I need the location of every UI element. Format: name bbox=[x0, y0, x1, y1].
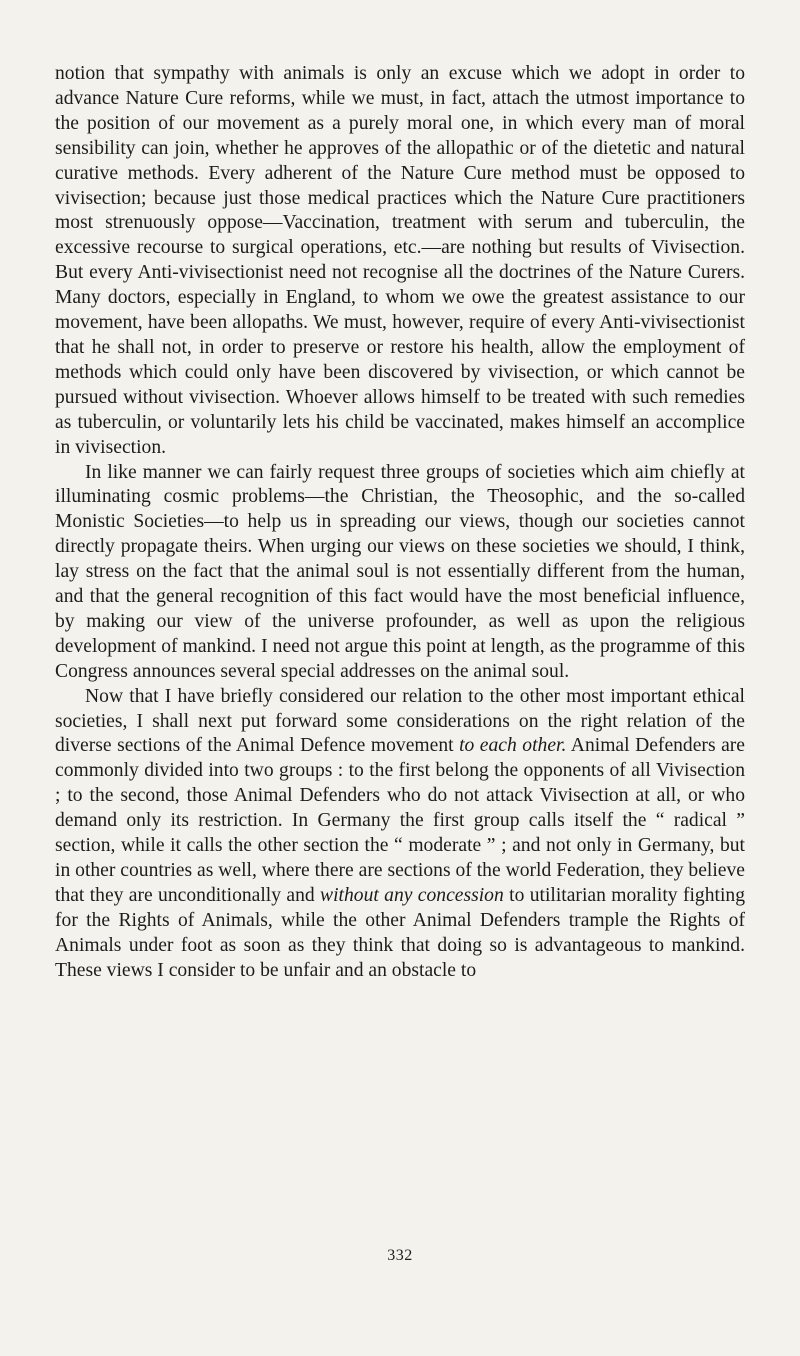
paragraph bbox=[55, 461, 745, 685]
page-number: 332 bbox=[387, 1247, 413, 1264]
italic-text: to each other. bbox=[459, 735, 567, 757]
italic-text: without any concession bbox=[320, 884, 504, 906]
paragraph bbox=[55, 685, 745, 984]
text-run: to utilitarian morality fighting for the Rights of Animals, while the other Animal Defenders trample the Rights of Animals under foot as soon as they think that doing so is advantageous to mankind. These views I consider to be unfair and an obstacle to bbox=[55, 884, 745, 981]
text-run: Animal Defenders are commonly divided into two groups : to the first belong the opponents of all Vivisection ; to the second, those Animal Defenders who do not attack Vivisection at all, or who demand only its restriction. In Germany the first group calls itself the “ radical ” section, while it calls the other section the “ moderate ” ; and not only in Germany, but in other countries as well, where there are sections of the world Federation, they believe that they are unconditionally and bbox=[55, 735, 745, 906]
text-run: In like manner we can fairly request three groups of societies which aim chiefly at illuminating cosmic problems—the Christian, the Theosophic, and the so-called Monistic Societies—to help us in spreading our views, though our societies cannot directly propagate theirs. When urging our views on these societies we should, I think, lay stress on the fact that the animal soul is not essentially different from the human, and that the general recognition of this fact would have the most beneficial influence, by making our view of the universe profounder, as well as upon the religious development of mankind. I need not argue this point at length, as the programme of this Congress announces several special addresses on the animal soul. bbox=[55, 461, 745, 682]
text-run: notion that sympathy with animals is only an excuse which we adopt in order to advance Nature Cure reforms, while we must, in fact, attach the utmost importance to the position of our movement as a purely moral one, in which every man of moral sensibility can join, whether he approves of the allopathic or of the dietetic and natural curative methods. Every adherent of the Nature Cure method must be opposed to vivisection; because just those medical practices which the Nature Cure practitioners most strenuously oppose—Vaccination, treatment with serum and tuberculin, the excessive recourse to surgical operations, etc.—are nothing but results of Vivisection. But every Anti-vivisectionist need not recognise all the doctrines of the Nature Curers. Many doctors, especially in England, to whom we owe the greatest assistance to our movement, have been allopaths. We must, however, require of every Anti-vivisectionist that he shall not, in order to preserve or restore his health, allow the employment of methods which could only have been discovered by vivisection, or which cannot be pursued without vivisection. Whoever allows himself to be treated with such remedies as tuberculin, or voluntarily lets his child be vaccinated, makes himself an accomplice in vivisection. bbox=[55, 63, 745, 458]
text-run: Now that I have briefly considered our relation to the other most important ethical societies, I shall next put forward some considerations on the right relation of the diverse sections of the Animal Defence movement bbox=[55, 685, 745, 757]
paragraph bbox=[55, 62, 745, 461]
body-text bbox=[55, 62, 745, 984]
